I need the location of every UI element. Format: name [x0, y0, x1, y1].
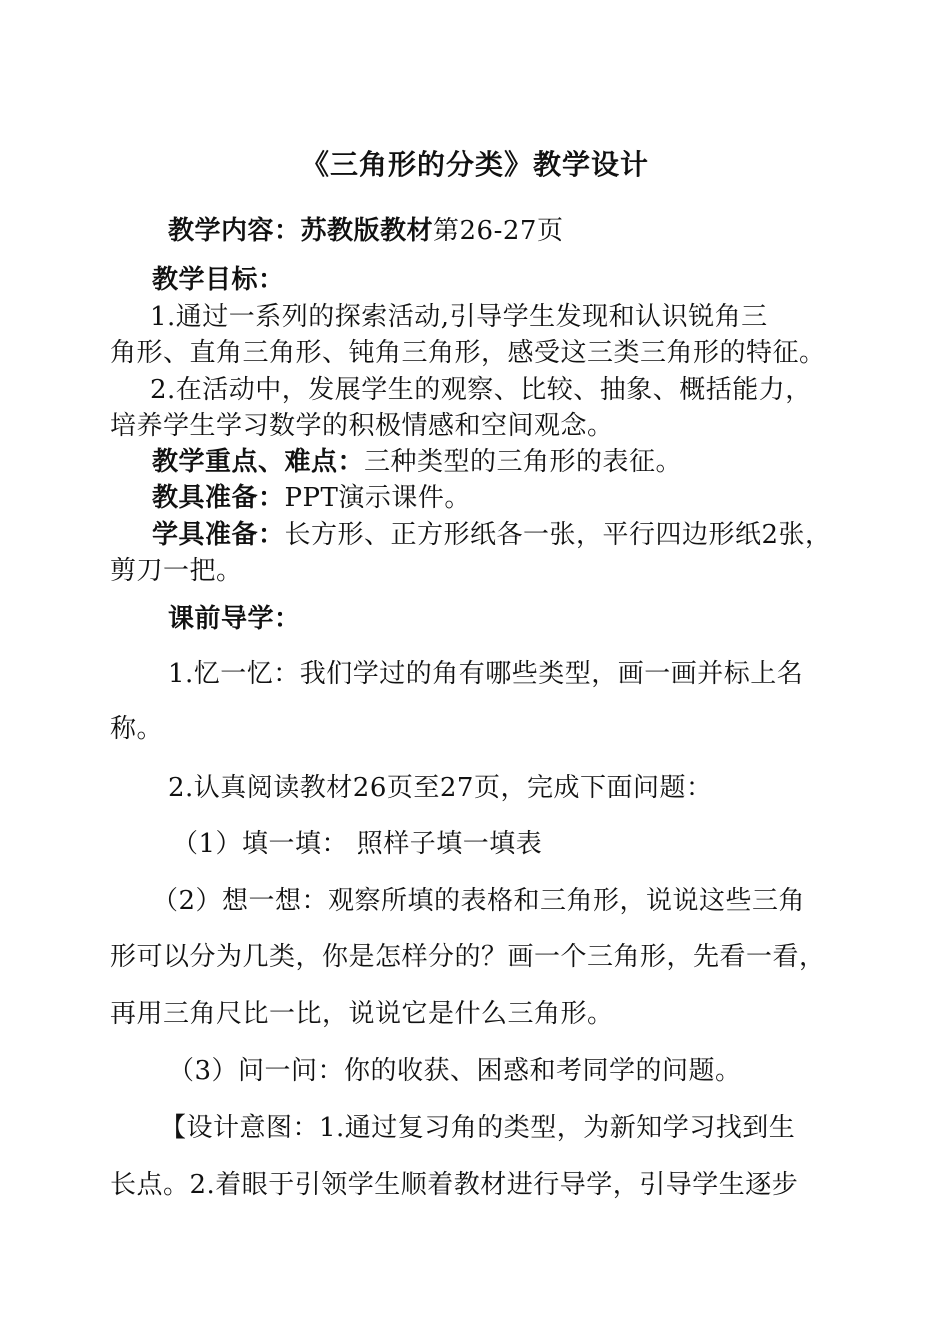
student-tools-text-line-2: 剪刀一把。	[110, 556, 243, 586]
teaching-content-text: 第26-27页	[433, 216, 564, 246]
objective-2-line-2: 培养学生学习数学的积极情感和空间观念。	[110, 411, 614, 441]
teaching-content-label: 教学内容：苏教版教材	[168, 216, 434, 246]
objectives-label: 教学目标：	[152, 265, 285, 295]
student-tools	[152, 518, 832, 552]
objective-1-line-2: 角形、直角三角形、钝角三角形，感受这三类三角形的特征。	[110, 338, 826, 368]
page-title: 《三角形的分类》教学设计	[300, 148, 649, 181]
preview-sub-2-line-2: 形可以分为几类，你是怎样分的？画一个三角形，先看一看，	[110, 942, 826, 972]
objective-1-line-1: 1.通过一系列的探索活动,引导学生发现和认识锐角三	[150, 302, 768, 332]
objective-2-line-1: 2.在活动中，发展学生的观察、比较、抽象、概括能力，	[150, 375, 812, 405]
student-tools-text-line-1: 长方形、正方形纸各一张，平行四边形纸2张，	[284, 520, 832, 550]
key-points-label: 教学重点、难点：	[152, 447, 365, 477]
teacher-tools	[152, 481, 471, 515]
preview-sub-1: （1）填一填： 照样子填一填表	[172, 829, 543, 859]
teaching-content	[168, 214, 563, 248]
preview-label: 课前导学：	[168, 604, 301, 634]
preview-sub-2-line-3: 再用三角尺比一比，说说它是什么三角形。	[110, 999, 614, 1029]
design-intent-line-1: 【设计意图：1.通过复习角的类型，为新知学习找到生	[160, 1113, 796, 1143]
teacher-tools-label: 教具准备：	[152, 483, 285, 513]
key-points-text: 三种类型的三角形的表征。	[364, 447, 683, 477]
student-tools-label: 学具准备：	[152, 520, 285, 550]
design-intent-line-2: 长点。2.着眼于引领学生顺着教材进行导学，引导学生逐步	[110, 1170, 799, 1200]
preview-item-1-line-1: 1.忆一忆：我们学过的角有哪些类型，画一画并标上名	[168, 659, 804, 689]
preview-item-2: 2.认真阅读教材26页至27页，完成下面问题：	[168, 773, 713, 803]
preview-item-1-line-2: 称。	[110, 714, 164, 744]
preview-sub-2-line-1: （2）想一想：观察所填的表格和三角形，说说这些三角	[152, 886, 806, 916]
key-points	[152, 445, 682, 479]
preview-sub-3: （3）问一问：你的收获、困惑和考同学的问题。	[168, 1056, 742, 1086]
teacher-tools-text: PPT演示课件。	[284, 483, 471, 513]
